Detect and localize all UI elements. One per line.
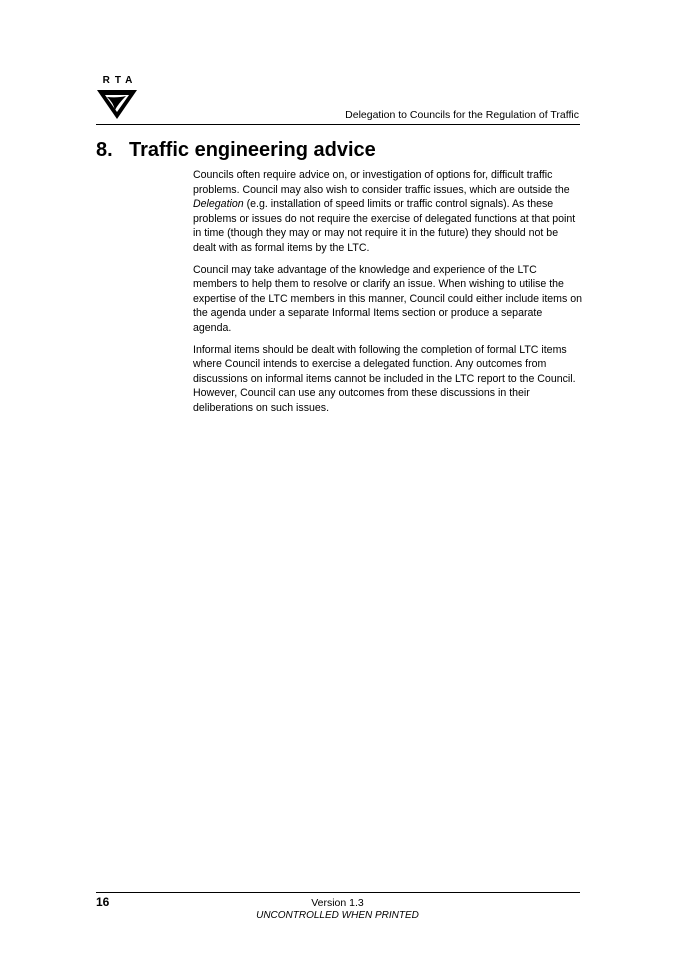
page-number: 16: [96, 895, 110, 909]
section-number: 8.: [96, 139, 113, 161]
document-title: Delegation to Councils for the Regulation of Traffic: [345, 109, 579, 121]
paragraph-3: Informal items should be dealt with following the completion of formal LTC items where Council intends to exercise a delegated function. Any outcomes from discussions on informal items cannot be included in the LTC report to the Council. However, Council can use any outcomes from these discussions in their deliberations on such issues.: [193, 343, 576, 414]
version-label: Version 1.3: [311, 897, 364, 909]
uncontrolled-notice: UNCONTROLLED WHEN PRINTED: [256, 910, 419, 921]
header-divider: [96, 124, 580, 125]
section-title: Traffic engineering advice: [129, 139, 376, 161]
section-body: [193, 168, 583, 423]
paragraph-1: [193, 168, 583, 256]
paragraph-1-end: (e.g. installation of speed limits or traffic control signals). As these problems or issues do not require the exercise of delegated functions at that point in time (though they may or may not require it in the future) they should not be dealt with as formal items by the LTC.: [193, 198, 576, 254]
logo-text: RTA: [102, 75, 138, 86]
rta-chevron-icon: [96, 88, 138, 120]
paragraph-2: Council may take advantage of the knowledge and experience of the LTC members to help them to resolve or clarify an issue. When wishing to utilise the expertise of the LTC members in this manner, Council could either include items on the agenda under a separate Informal Items section or produce a separate agenda.: [193, 263, 583, 334]
rta-logo: [94, 76, 140, 122]
section-heading: [96, 139, 376, 162]
paragraph-1-start: Councils often require advice on, or investigation of options for, difficult traffic problems. Council may also wish to consider traffic issues, which are outside the: [193, 169, 570, 196]
paragraph-1-italic-term: Delegation: [193, 198, 244, 211]
footer-divider: [96, 892, 580, 893]
